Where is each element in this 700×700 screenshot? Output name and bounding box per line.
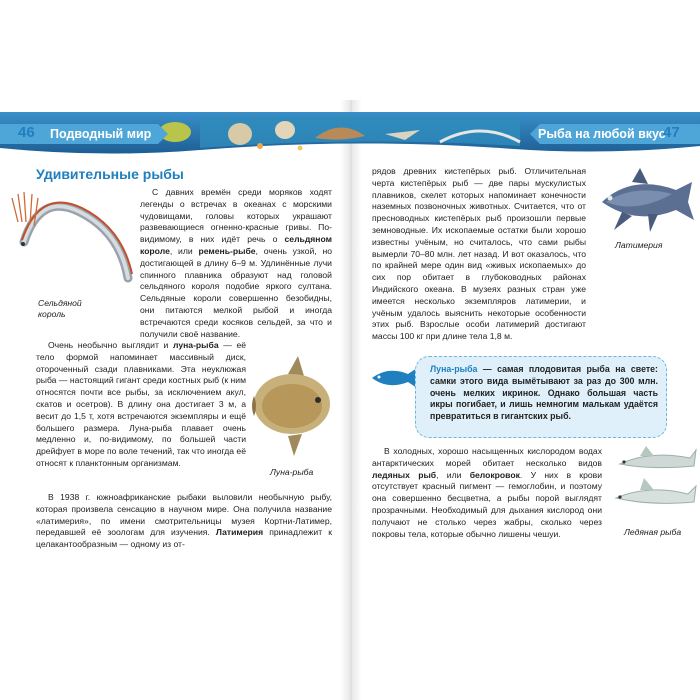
sunfish-caption: Луна-рыба <box>270 467 314 477</box>
right-page-number: 47 <box>663 124 680 141</box>
sunfish-illustration <box>248 356 336 456</box>
book-gutter <box>340 100 362 700</box>
icefish-caption: Ледяная рыба <box>624 527 682 537</box>
left-paragraph-2: Очень необычно выглядит и луна-рыба — её тело формой напоминает массивный диск, отороченный сзади плавниками. Эта неуклюжая рыба — настоящий гигант среди костных рыб (к ним относятся почти все рыбы, за исключением акул, скатов и осетров). В длину она достигает 3 м, а весит до 1,5 т, хотя встречаются экземпляры и ещё большего размера. Луна-рыба плавает очень медленно и, по-видимому, по большей части дрейфует в море по воле течений, так что иногда её относят к планктонным организмам. <box>36 340 247 468</box>
coelacanth-illustration <box>592 164 698 236</box>
fact-callout-text: Луна-рыба — самая плодовитая рыба на свете: самки этого вида вымётывают за раз до 300 млн. очень мелких икринок. Однако большая часть икры погибает, и лишь немногим малькам удаётся превратиться в гигантских рыб. <box>430 364 658 422</box>
coelacanth-caption: Латимерия <box>615 240 663 250</box>
page-heading: Удивительные рыбы <box>36 166 184 182</box>
left-paragraph-3: В 1938 г. южноафриканские рыбаки выловили необычную рыбу, которая произвела сенсацию в научном мире. Она получила название «латимерия», по имени смотрительницы музея Кортни-Латимер, передавшей её зоологам для изучения. Латимерия принадлежит к целакантообразным — одному из от- <box>36 492 332 550</box>
left-section-title: Подводный мир <box>50 127 152 141</box>
right-section-title: Рыба на любой вкус <box>538 127 666 141</box>
right-paragraph-2: В холодных, хорошо насыщенных кислородом водах антарктических морей обитает несколько видов ледяных рыб, или белокровок. У них в крови отсутствует красный пигмент — гемоглобин, и поэтому она совершенно бесцветна, а рыбы порой выглядят прозрачными. Необходимый для дыхания кислород они получают не столько через жабры, сколько через покровы тела, которые обычно лишены чешуи. <box>372 446 602 539</box>
icefish-illustration <box>610 440 698 524</box>
tuna-icon <box>368 364 422 392</box>
right-paragraph-1: рядов древних кистепёрых рыб. Отличительная черта кистепёрых рыб — две пары мускулистых плавников, скелет которых напоминает конечности наземных позвоночных животных. Считается, что от пресноводных кистепёрых рыб произошли первые земноводные. Их ископаемые остатки были хорошо известны учёным, но считалось, что сами рыбы вымерли 70–80 млн. лет назад. И вот оказалось, что по крайней мере один вид «живых ископаемых» до сих пор обитает в глубоководных районах Индийского океана. В музеях разных стран уже имеется несколько экземпляров латимерии, и учёным удалось выяснить некоторые особенности этих рыб. Взрослые особи латимерий достигают массы 100 кг при длине тела 1,8 м. <box>372 166 586 342</box>
left-paragraph-1: С давних времён среди моряков ходят легенды о встречах в океанах с морскими чудовищами, головы которых украшают развевающиеся огненно-красные гривы. По-видимому, в них идёт речь о сельдяном короле, или ремень-рыбе, очень узкой, но достигающей в длину 6–9 м. Удлинённые лучи спинного плавника образуют над головой сельдяного короля подобие яркого султана. Сельдяные короли совершенно безобидны, они питаются мелкой рыбой и иногда встречаются среди косяков сельдей, за что и получили своё название. <box>140 187 332 339</box>
oarfish-illustration <box>10 182 138 297</box>
oarfish-caption: Сельдяной король <box>38 298 82 319</box>
left-page-number: 46 <box>18 124 35 141</box>
